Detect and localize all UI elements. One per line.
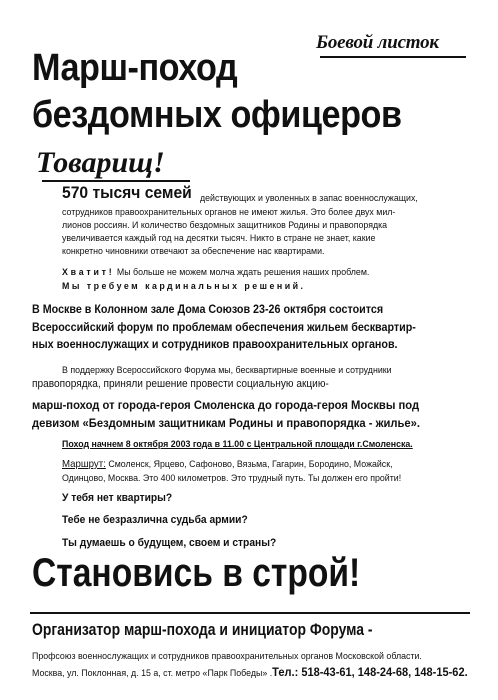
support-line: В поддержку Всероссийского Форума мы, бесквартирные военные и сотрудники bbox=[62, 365, 392, 376]
body-line: лионов россиян. И количество бездомных защитников Родины и правопорядка bbox=[62, 220, 388, 231]
body-line: конкретно чиновники отвечают за обеспечение нас квартирами. bbox=[62, 246, 325, 257]
route-line: Одинцово, Москва. Это 400 километров. Это трудный путь. Ты должен его пройти! bbox=[62, 473, 402, 484]
march-line: девизом «Бездомным защитникам Родины и правопорядка - жилье». bbox=[32, 416, 421, 430]
footer-contacts bbox=[32, 666, 468, 680]
lead-rest: действующих и уволенных в запас военнослужащих, bbox=[200, 193, 418, 204]
body-line: сотрудников правоохранительных органов не имеют жилья. Это более двух мил- bbox=[62, 207, 396, 218]
headline-line-1: Марш-поход bbox=[32, 47, 238, 89]
greeting-underline bbox=[42, 180, 190, 182]
body-line: увеличивается каждый год на десятки тысяч. Никто в стране не знает, какие bbox=[62, 233, 376, 244]
question: У тебя нет квартиры? bbox=[62, 492, 173, 504]
forum-line: В Москве в Колонном зале Дома Союзов 23-26 октября состоится bbox=[32, 302, 384, 316]
lead-number: 570 тысяч семей bbox=[62, 183, 192, 202]
forum-line: ных военнослужащих и сотрудников правоохранительных органов. bbox=[32, 337, 398, 351]
enough-rest: Мы больше не можем молча ждать решения наших проблем. bbox=[116, 267, 370, 278]
call-to-action: Становись в строй! bbox=[32, 551, 361, 595]
footer-address: Москва, ул. Поклонная, д. 15 а, ст. метро «Парк Победы» . bbox=[32, 668, 273, 679]
march-line: марш-поход от города-героя Смоленска до города-героя Москвы под bbox=[32, 398, 420, 412]
start-announcement: Поход начнем 8 октября 2003 года в 11.00 с Центральной площади г.Смоленска. bbox=[62, 439, 413, 450]
badge-underline bbox=[320, 56, 466, 58]
forum-line: Всероссийский форум по проблемам обеспечения жильем бесквартир- bbox=[32, 320, 416, 334]
divider bbox=[30, 612, 470, 614]
footer-organization: Профсоюз военнослужащих и сотрудников правоохранительных органов Московской области. bbox=[32, 651, 422, 662]
route-label: Маршрут: bbox=[62, 458, 106, 470]
enough-word: Хватит! bbox=[62, 267, 115, 278]
support-line: правопорядка, приняли решение провести социальную акцию- bbox=[32, 378, 329, 390]
demand-line: Мы требуем кардинальных решений. bbox=[62, 281, 306, 292]
route-text: Смоленск, Ярцево, Сафоново, Вязьма, Гагарин, Бородино, Можайск, bbox=[108, 459, 393, 470]
headline-line-2: бездомных офицеров bbox=[32, 94, 402, 136]
route-line bbox=[62, 458, 393, 471]
enough-line bbox=[62, 266, 369, 279]
leaflet-badge: Боевой листок bbox=[316, 32, 439, 53]
question: Ты думаешь о будущем, своем и страны? bbox=[62, 537, 277, 549]
greeting: Товарищ! bbox=[36, 146, 165, 179]
footer-phones: Тел.: 518-43-61, 148-24-68, 148-15-62. bbox=[272, 665, 468, 679]
organizer-line: Организатор марш-похода и инициатор Форума - bbox=[32, 620, 373, 639]
question: Тебе не безразлична судьба армии? bbox=[62, 514, 248, 526]
